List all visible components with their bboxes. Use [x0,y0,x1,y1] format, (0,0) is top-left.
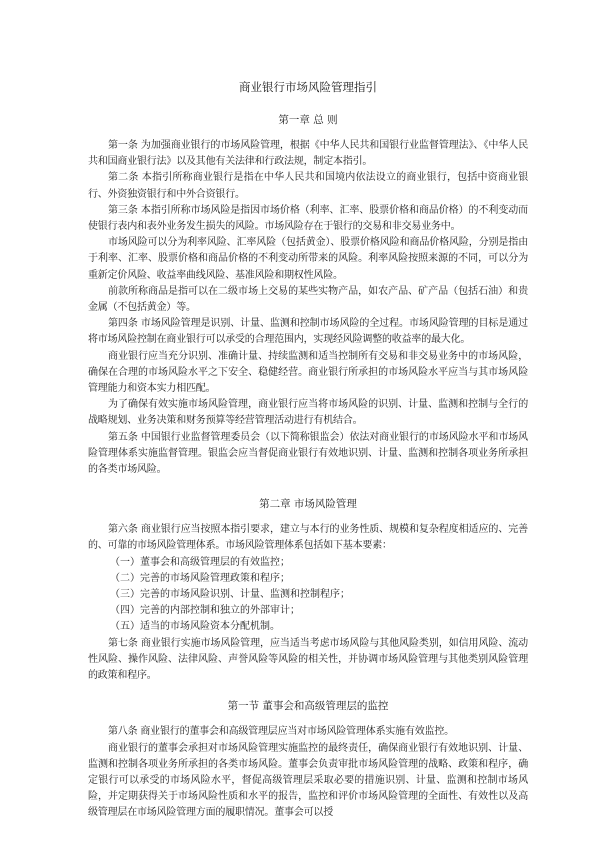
paragraph: 第六条 商业银行应当按照本指引要求，建立与本行的业务性质、规模和复杂程度相适应的、完善的、可靠的市场风险管理体系。市场风险管理体系包括如下基本要素： [88,524,528,552]
paragraph: 商业银行的董事会承担对市场风险管理实施监控的最终责任，确保商业银行有效地识别、计量、监测和控制各项业务所承担的各类市场风险。董事会负责审批市场风险管理的战略、政策和程序，确定银行可以承受的市场风险水平，督促高级管理层采取必要的措施识别、计量、监测和控制市场风险，并定期获得关于市场风险性质和水平的报告，监控和评价市场风险管理的全面性、有效性以及高级管理层在市场风险管理方面的履职情况。董事会可以授 [88,742,528,819]
chapter-heading: 第二章 市场风险管理 [259,498,357,511]
paragraph: 商业银行应当充分识别、准确计量、持续监测和适当控制所有交易和非交易业务中的市场风险，确保在合理的市场风险水平之下安全、稳健经营。商业银行所承担的市场风险水平应当与其市场风险管理能力和资本实力相匹配。 [88,350,528,395]
paragraph: 第二条 本指引所称商业银行是指在中华人民共和国境内依法设立的商业银行，包括中资商业银行、外资独资银行和中外合资银行。 [88,172,528,200]
paragraph: 市场风险可以分为利率风险、汇率风险（包括黄金）、股票价格风险和商品价格风险，分别是指由于利率、汇率、股票价格和商品价格的不利变动所带来的风险。利率风险按照来源的不同，可以分为重新定价风险、收益率曲线风险、基准风险和期权性风险。 [88,237,528,281]
document-title: 商业银行市场风险管理指引 [239,80,377,94]
paragraph: 为了确保有效实施市场风险管理，商业银行应当将市场风险的识别、计量、监测和控制与全行的战略规划、业务决策和财务预算等经营管理活动进行有机结合。 [88,399,528,427]
paragraph: 第五条 中国银行业监督管理委员会（以下简称银监会）依法对商业银行的市场风险水平和市场风险管理体系实施监督管理。银监会应当督促商业银行有效地识别、计量、监测和控制各项业务所承担的各类市场风险。 [88,431,528,476]
paragraph: 第七条 商业银行实施市场风险管理，应当适当考虑市场风险与其他风险类别，如信用风险、流动性风险、操作风险、法律风险、声誉风险等风险的相关性，并协调市场风险管理与其他类别风险管理的政策和程序。 [88,637,528,682]
paragraph: 第三条 本指引所称市场风险是指因市场价格（利率、汇率、股票价格和商品价格）的不利变动而使银行表内和表外业务发生损失的风险。市场风险存在于银行的交易和非交易业务中。 [88,204,528,233]
document-page [88,78,528,822]
list-item: （四）完善的内部控制和独立的外部审计； [110,605,300,617]
chapter-heading: 第一章 总 则 [278,114,338,126]
paragraph: 第一条 为加强商业银行的市场风险管理，根据《中华人民共和国银行业监督管理法》、《中华人民共和国商业银行法》以及其他有关法律和行政法规，制定本指引。 [88,140,528,168]
list-item: （三）完善的市场风险识别、计量、监测和控制程序； [110,589,350,601]
paragraph: 第八条 商业银行的董事会和高级管理层应当对市场风险管理体系实施有效监控。 [108,726,454,738]
list-item: （五）适当的市场风险资本分配机制。 [110,621,280,633]
paragraph: 前款所称商品是指可以在二级市场上交易的某些实物产品，如农产品、矿产品（包括石油）和贵金属（不包括黄金）等。 [88,285,528,314]
section-heading: 第一节 董事会和高级管理层的监控 [227,700,389,713]
list-item: （二）完善的市场风险管理政策和程序； [110,572,290,584]
paragraph: 第四条 市场风险管理是识别、计量、监测和控制市场风险的全过程。市场风险管理的目标是通过将市场风险控制在商业银行可以承受的合理范围内，实现经风险调整的收益率的最大化。 [88,318,528,346]
list-item: （一）董事会和高级管理层的有效监控； [110,556,290,568]
